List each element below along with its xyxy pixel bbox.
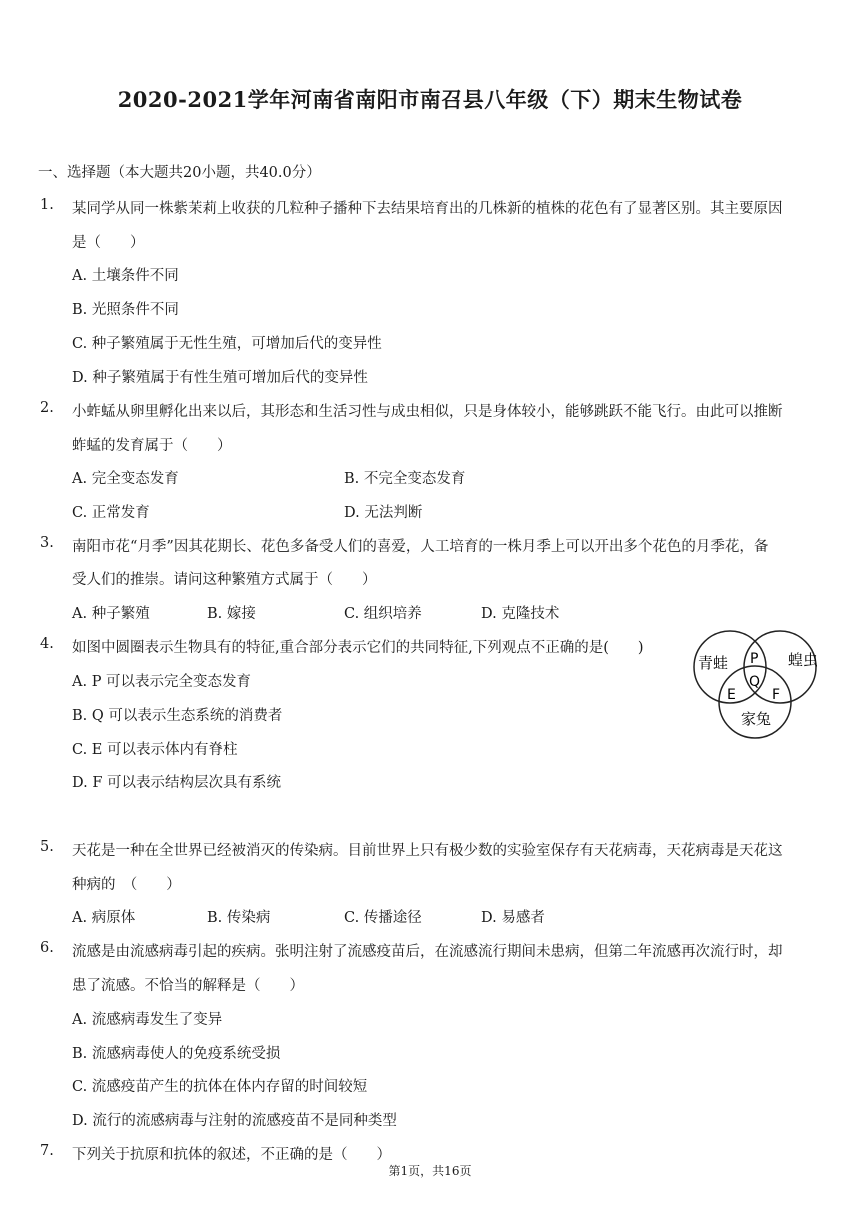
option-a: A. 土壤条件不同 [72, 268, 179, 284]
question-number: 6. [40, 940, 54, 956]
venn-label-frog: 青蛙 [698, 654, 729, 672]
option-c: C. 传播途径 [344, 910, 422, 926]
option-c: C. 正常发育 [72, 505, 150, 521]
question-stem: 种病的 （ ） [72, 877, 181, 893]
option-c: C. 组织培养 [344, 606, 422, 622]
question-stem: 某同学从同一株紫茉莉上收获的几粒种子播种下去结果培育出的几株新的植株的花色有了显著区别。其主要原因 [72, 201, 783, 217]
option-a: A. 完全变态发育 [72, 471, 179, 487]
option-a: A. 病原体 [72, 910, 136, 926]
option-a: A. 流感病毒发生了变异 [72, 1012, 223, 1028]
question-number: 7. [40, 1143, 54, 1159]
option-d: D. 无法判断 [344, 505, 423, 521]
option-a: A. P 可以表示完全变态发育 [72, 674, 252, 690]
question-stem: 患了流感。不恰当的解释是（ ） [72, 978, 304, 994]
option-b: B. 嫁接 [207, 606, 256, 622]
question-number: 2. [40, 400, 54, 416]
option-c: C. E 可以表示体内有脊柱 [72, 742, 238, 758]
option-c: C. 流感疫苗产生的抗体在体内存留的时间较短 [72, 1079, 368, 1095]
option-d: D. 克隆技术 [481, 606, 560, 622]
section-heading: 一、选择题（本大题共20小题，共40.0分） [38, 165, 321, 181]
venn-label-locust: 蝗虫 [788, 651, 819, 669]
question-number: 4. [40, 636, 54, 652]
question-stem: 如图中圆圈表示生物具有的特征,重合部分表示它们的共同特征,下列观点不正确的是( ) [72, 640, 644, 656]
question-stem: 受人们的推崇。请问这种繁殖方式属于（ ） [72, 572, 377, 588]
option-d: D. 种子繁殖属于有性生殖可增加后代的变异性 [72, 370, 368, 386]
venn-label-rabbit: 家兔 [741, 710, 772, 728]
venn-region-f: F [772, 687, 781, 703]
page-footer: 第1页，共16页 [388, 1164, 472, 1178]
option-d: D. F 可以表示结构层次具有系统 [72, 775, 281, 791]
question-stem: 流感是由流感病毒引起的疾病。张明注射了流感疫苗后，在流感流行期间未患病，但第二年流感再次流行时，却 [72, 944, 783, 960]
question-stem: 下列关于抗原和抗体的叙述，不正确的是（ ） [72, 1147, 391, 1163]
question-number: 5. [40, 839, 54, 855]
option-d: D. 易感者 [481, 910, 545, 926]
option-b: B. 光照条件不同 [72, 302, 179, 318]
question-stem: 天花是一种在全世界已经被消灭的传染病。目前世界上只有极少数的实验室保存有天花病毒，天花病毒是天花这 [72, 843, 783, 859]
question-stem: 南阳市花“月季”因其花期长、花色多备受人们的喜爱，人工培育的一株月季上可以开出多个花色的月季花，备 [72, 539, 769, 555]
question-number: 1. [40, 197, 54, 213]
question-stem: 小蚱蜢从卵里孵化出来以后，其形态和生活习性与成虫相似，只是身体较小，能够跳跃不能飞行。由此可以推断 [72, 404, 783, 420]
option-d: D. 流行的流感病毒与注射的流感疫苗不是同种类型 [72, 1113, 397, 1129]
page-title: 2020-2021学年河南省南阳市南召县八年级（下）期末生物试卷 [117, 87, 743, 112]
option-b: B. Q 可以表示生态系统的消费者 [72, 708, 283, 724]
venn-region-p: P [750, 651, 759, 667]
option-b: B. 不完全变态发育 [344, 471, 466, 487]
option-b: B. 传染病 [207, 910, 271, 926]
venn-region-q: Q [749, 674, 761, 690]
question-stem: 是（ ） [72, 235, 145, 251]
question-stem: 蚱蜢的发育属于（ ） [72, 438, 232, 454]
venn-region-e: E [727, 687, 736, 703]
option-b: B. 流感病毒使人的免疫系统受损 [72, 1046, 281, 1062]
option-a: A. 种子繁殖 [72, 606, 150, 622]
option-c: C. 种子繁殖属于无性生殖，可增加后代的变异性 [72, 336, 382, 352]
question-number: 3. [40, 535, 54, 551]
venn-diagram [692, 628, 832, 740]
